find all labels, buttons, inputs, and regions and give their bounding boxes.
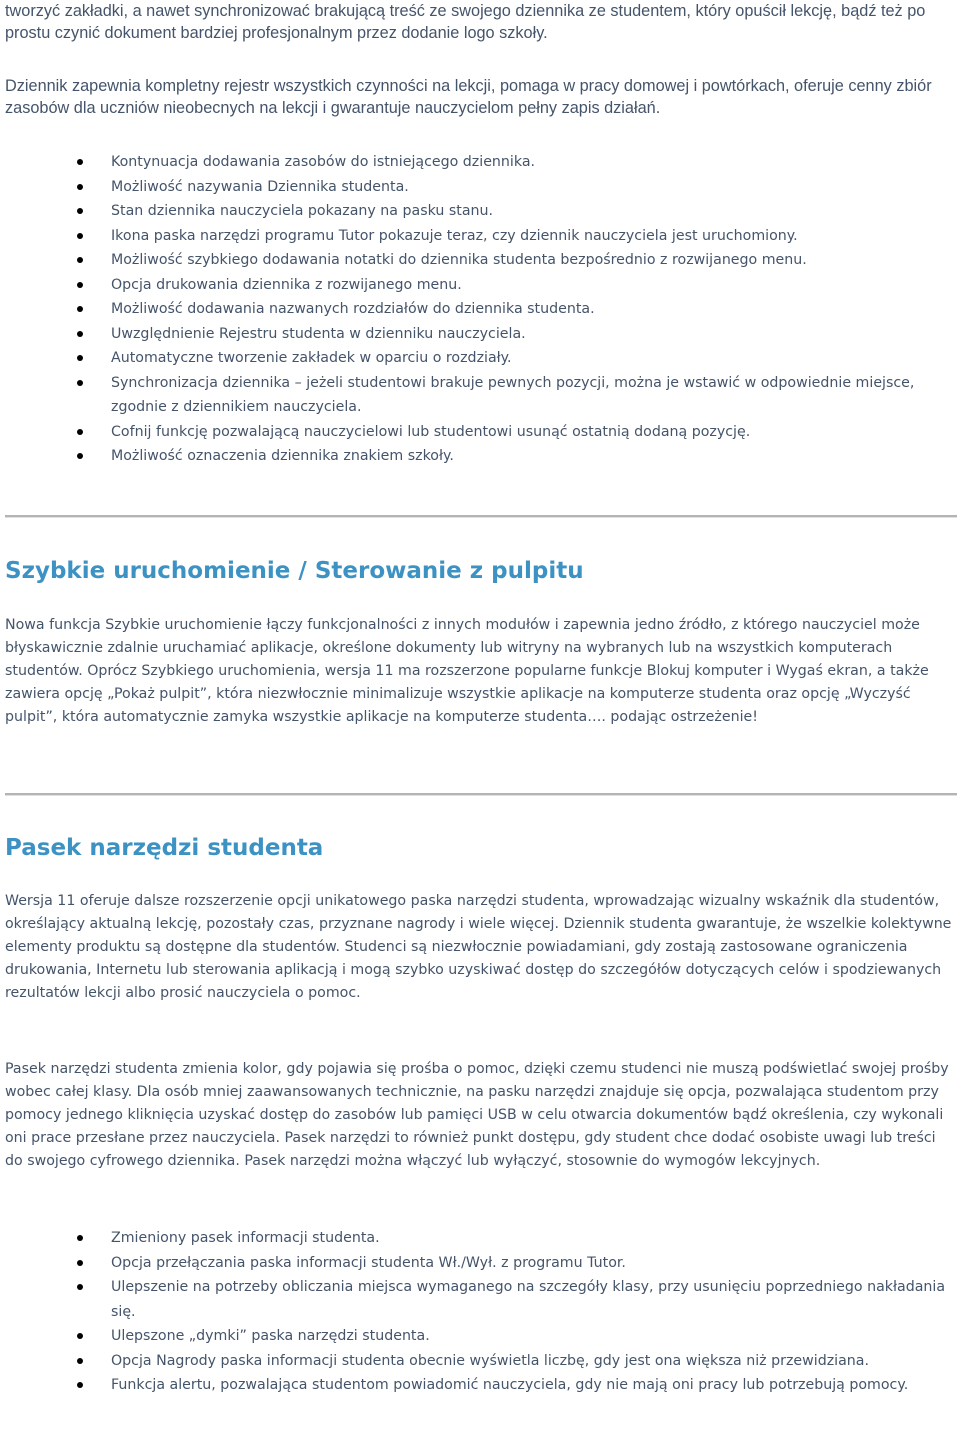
list-item: Uwzględnienie Rejestru studenta w dzienniku nauczyciela. xyxy=(0,322,960,347)
list-item: Cofnij funkcję pozwalającą nauczycielowi lub studentowi usunąć ostatnią dodaną pozycję. xyxy=(0,420,960,445)
list-item: Ulepszenie na potrzeby obliczania miejsca wymaganego na szczegóły klasy, przy usunięciu poprzedniego nakładania się. xyxy=(0,1275,960,1324)
list-item: Stan dziennika nauczyciela pokazany na pasku stanu. xyxy=(0,199,960,224)
intro-paragraph-1: tworzyć zakładki, a nawet synchronizować brakującą treść ze swojego dziennika ze studentem, który opuścił lekcję, bądź też po prostu czynić dokument bardziej profesjonalnym przez dodanie logo szkoły. xyxy=(5,2,926,42)
bullet-icon xyxy=(77,282,83,288)
bullet-icon xyxy=(77,184,83,190)
bullet-icon xyxy=(77,1260,83,1266)
bullet-icon xyxy=(77,159,83,165)
bullet-icon xyxy=(77,429,83,435)
bullet-icon xyxy=(77,306,83,312)
bullet-icon xyxy=(77,257,83,263)
student-toolbar-list xyxy=(0,1226,960,1398)
bullet-icon xyxy=(77,355,83,361)
list-item: Zmieniony pasek informacji studenta. xyxy=(0,1226,960,1251)
features-list xyxy=(0,150,960,469)
bullet-icon xyxy=(77,453,83,459)
list-item: Opcja drukowania dziennika z rozwijanego menu. xyxy=(0,273,960,298)
list-item: Funkcja alertu, pozwalająca studentom powiadomić nauczyciela, gdy nie mają oni pracy lub potrzebują pomocy. xyxy=(0,1373,960,1398)
bullet-icon xyxy=(77,233,83,239)
bullet-icon xyxy=(77,1358,83,1364)
list-item: Możliwość nazywania Dziennika studenta. xyxy=(0,175,960,200)
list-item: Ikona paska narzędzi programu Tutor pokazuje teraz, czy dziennik nauczyciela jest uruchomiony. xyxy=(0,224,960,249)
student-toolbar-paragraph-1: Wersja 11 oferuje dalsze rozszerzenie opcji unikatowego paska narzędzi studenta, wprowadzając wizualny wskaźnik dla studentów, określający aktualną lekcję, pozostały czas, przyznane nagrody i wiele więcej. Dziennik studenta gwarantuje, że wszelkie kolektywne elementy produktu są dostępne dla studentów. Studenci są niezwłocznie powiadamiani, gdy zostają zastosowane ograniczenia drukowania, Internetu lub sterowania aplikacją i mogą szybko uzyskiwać dostęp do szczegółów dotyczących celów i spodziewanych rezultatów lekcji albo prosić nauczyciela o pomoc. xyxy=(5,893,952,1001)
bullet-icon xyxy=(77,1235,83,1241)
section-heading-student-toolbar: Pasek narzędzi studenta xyxy=(5,835,324,861)
bullet-icon xyxy=(77,1382,83,1388)
list-item: Możliwość szybkiego dodawania notatki do dziennika studenta bezpośrednio z rozwijanego menu. xyxy=(0,248,960,273)
bullet-icon xyxy=(77,208,83,214)
list-item: Możliwość dodawania nazwanych rozdziałów do dziennika studenta. xyxy=(0,297,960,322)
section-heading-quick-launch: Szybkie uruchomienie / Sterowanie z pulpitu xyxy=(5,558,584,584)
quick-launch-paragraph: Nowa funkcja Szybkie uruchomienie łączy funkcjonalności z innych modułów i zapewnia jedno źródło, z którego nauczyciel może błyskawicznie zdalnie uruchamiać aplikacje, określone dokumenty lub witryny na wybranych lub na wszystkich komputerach studentów. Oprócz Szybkiego uruchomienia, wersja 11 ma rozszerzone popularne funkcje Blokuj komputer i Wygaś ekran, a także zawiera opcję „Pokaż pulpit”, która niezwłocznie minimalizuje wszystkie aplikacje na komputerze studenta oraz opcję „Wyczyść pulpit”, która automatycznie zamyka wszystkie aplikacje na komputerze studenta…. podając ostrzeżenie! xyxy=(5,617,929,725)
bullet-icon xyxy=(77,1284,83,1290)
student-toolbar-paragraph-2: Pasek narzędzi studenta zmienia kolor, gdy pojawia się prośba o pomoc, dzięki czemu studenci nie muszą podświetlać swojej prośby wobec całej klasy. Dla osób mniej zaawansowanych technicznie, na pasku narzędzi znajduje się opcja, pozwalająca studentom przy pomocy jednego kliknięcia uzyskać dostęp do zasobów lub pamięci USB w celu otwarcia dokumentów bądź określenia, czy wykonali oni prace przesłane przez nauczyciela. Pasek narzędzi to również punkt dostępu, gdy student chce dodać osobiste uwagi lub treści do swojego cyfrowego dziennika. Pasek narzędzi można włączyć lub wyłączyć, stosownie do wymogów lekcyjnych. xyxy=(5,1061,949,1169)
list-item: Automatyczne tworzenie zakładek w oparciu o rozdziały. xyxy=(0,346,960,371)
intro-paragraph-2: Dziennik zapewnia kompletny rejestr wszystkich czynności na lekcji, pomaga w pracy domowej i powtórkach, oferuje cenny zbiór zasobów dla uczniów nieobecnych na lekcji i gwarantuje nauczycielom pełny zapis działań. xyxy=(5,77,932,117)
list-item: Ulepszone „dymki” paska narzędzi studenta. xyxy=(0,1324,960,1349)
section-divider xyxy=(5,793,957,796)
list-item: Kontynuacja dodawania zasobów do istniejącego dziennika. xyxy=(0,150,960,175)
bullet-icon xyxy=(77,380,83,386)
list-item: Możliwość oznaczenia dziennika znakiem szkoły. xyxy=(0,444,960,469)
list-item: Opcja Nagrody paska informacji studenta obecnie wyświetla liczbę, gdy jest ona większa niż przewidziana. xyxy=(0,1349,960,1374)
bullet-icon xyxy=(77,1333,83,1339)
section-divider xyxy=(5,515,957,518)
list-item: Opcja przełączania paska informacji studenta Wł./Wył. z programu Tutor. xyxy=(0,1251,960,1276)
list-item: Synchronizacja dziennika – jeżeli studentowi brakuje pewnych pozycji, można je wstawić w odpowiednie miejsce, zgodnie z dziennikiem nauczyciela. xyxy=(0,371,960,420)
bullet-icon xyxy=(77,331,83,337)
